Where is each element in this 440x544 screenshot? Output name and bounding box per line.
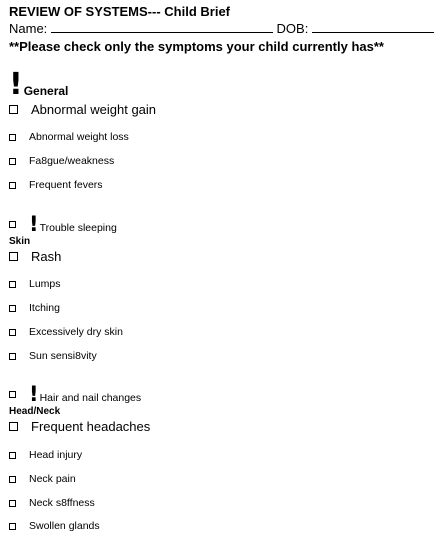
- checkbox[interactable]: [9, 353, 16, 360]
- item-label: Swollen glands: [29, 520, 100, 532]
- checkbox[interactable]: [9, 221, 16, 228]
- section-skin-title: Skin: [9, 236, 31, 247]
- checkbox[interactable]: [9, 391, 16, 398]
- name-label: Name:: [9, 21, 48, 36]
- item-label: Rash: [31, 249, 62, 264]
- checklist-item[interactable]: [9, 419, 150, 434]
- item-label: Frequent headaches: [31, 419, 151, 434]
- section-head-neck-title: Head/Neck: [9, 406, 61, 417]
- checklist-item[interactable]: [9, 278, 61, 290]
- checkbox[interactable]: [9, 281, 16, 288]
- item-label: Lumps: [29, 278, 61, 290]
- checklist-item[interactable]: [9, 520, 100, 532]
- item-label: Abnormal weight loss: [29, 131, 129, 143]
- checklist-item[interactable]: [9, 497, 95, 509]
- checklist-item[interactable]: [9, 326, 123, 338]
- item-label: Itching: [29, 302, 60, 314]
- checkbox[interactable]: [9, 500, 16, 507]
- item-label: Neck s8ffness: [29, 497, 95, 509]
- dob-label: DOB:: [276, 21, 309, 36]
- exclamation-icon: !: [9, 67, 23, 102]
- checkbox[interactable]: [9, 422, 18, 431]
- form-title: REVIEW OF SYSTEMS--- Child Brief: [9, 4, 231, 19]
- checkbox[interactable]: [9, 452, 16, 459]
- checklist-item[interactable]: [9, 214, 117, 235]
- checkbox[interactable]: [9, 182, 16, 189]
- checklist-item[interactable]: [9, 102, 156, 117]
- checkbox[interactable]: [9, 105, 18, 114]
- item-label: Neck pain: [29, 473, 76, 485]
- checkbox[interactable]: [9, 523, 16, 530]
- checklist-item[interactable]: [9, 302, 60, 314]
- checklist-item[interactable]: [9, 179, 103, 191]
- patient-info-line: [9, 21, 434, 36]
- item-label: Trouble sleeping: [39, 221, 117, 234]
- item-label: Head injury: [29, 449, 83, 461]
- checklist-item[interactable]: [9, 249, 61, 264]
- exclamation-icon: !: [29, 382, 39, 406]
- checklist-item[interactable]: [9, 449, 82, 461]
- checklist-item[interactable]: [9, 350, 97, 362]
- item-label: Frequent fevers: [29, 179, 103, 191]
- item-label: Fa8gue/weakness: [29, 155, 115, 167]
- checklist-item[interactable]: [9, 473, 76, 485]
- checkbox[interactable]: [9, 305, 16, 312]
- checkbox[interactable]: [9, 329, 16, 336]
- item-label: Sun sensi8vity: [29, 350, 97, 362]
- exclamation-icon: !: [29, 212, 39, 236]
- section-general-title: General: [23, 84, 69, 98]
- item-label: Excessively dry skin: [29, 326, 123, 338]
- section-general-header: [9, 67, 69, 102]
- checkbox[interactable]: [9, 252, 18, 261]
- dob-field[interactable]: [312, 21, 434, 33]
- checklist-item[interactable]: [9, 155, 114, 167]
- checklist-item[interactable]: [9, 131, 129, 143]
- instruction-text: **Please check only the symptoms your child currently has**: [9, 39, 384, 54]
- name-field[interactable]: [51, 21, 273, 33]
- checkbox[interactable]: [9, 134, 16, 141]
- item-label: Abnormal weight gain: [31, 102, 157, 117]
- item-label: Hair and nail changes: [39, 391, 142, 404]
- checkbox[interactable]: [9, 476, 16, 483]
- checklist-item[interactable]: [9, 384, 141, 405]
- checkbox[interactable]: [9, 158, 16, 165]
